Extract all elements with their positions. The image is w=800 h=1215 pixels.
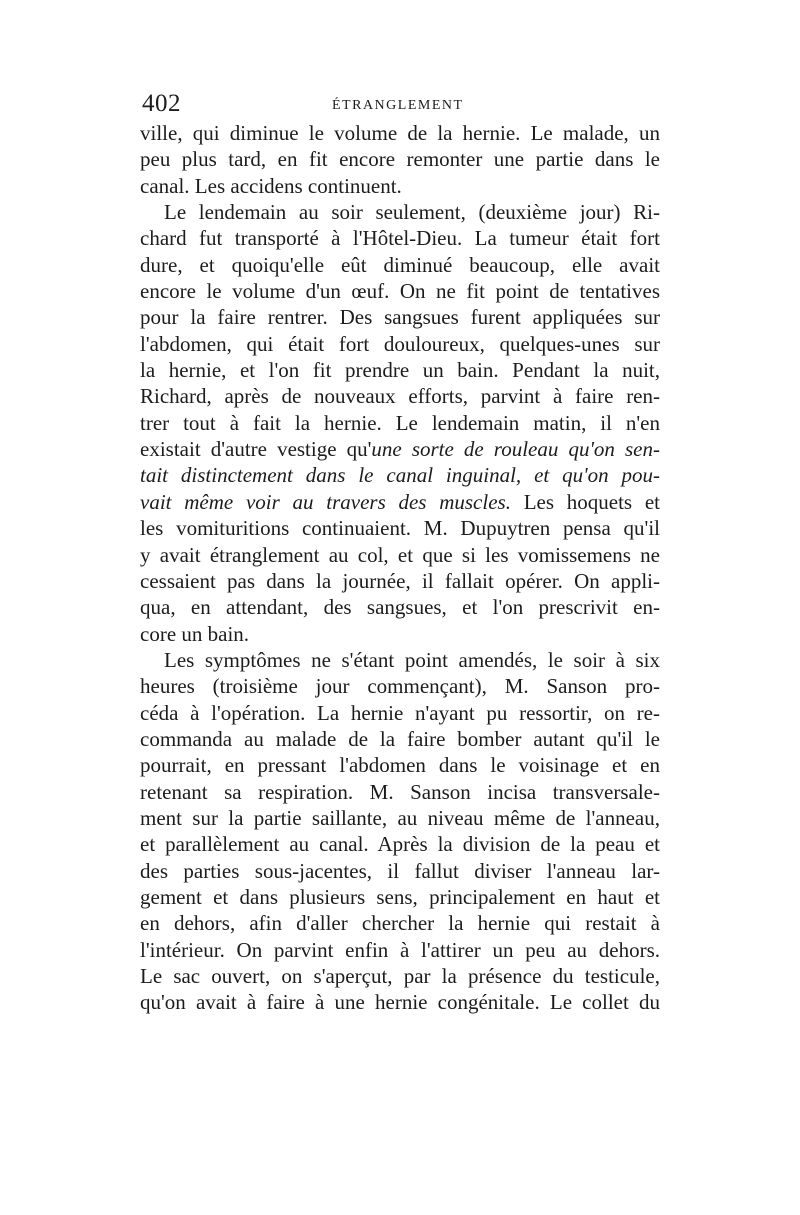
text-segment: commanda au malade de la faire bomber autant qu'il le	[140, 726, 660, 751]
text-segment: Les symptômes ne s'étant point amendés, le soir à six	[164, 647, 660, 672]
text-line	[140, 779, 660, 805]
text-segment: chard fut transporté à l'Hôtel-Dieu. La tumeur était fort	[140, 226, 660, 251]
text-line	[140, 436, 660, 462]
text-segment: et parallèlement au canal. Après la division de la peau et	[140, 832, 660, 857]
text-segment: qu'on avait à faire à une hernie congénitale. Le collet du	[140, 990, 660, 1015]
text-line	[140, 989, 660, 1015]
text-segment: cessaient pas dans la journée, il fallait opérer. On appli-	[140, 568, 660, 593]
text-segment: Le sac ouvert, on s'aperçut, par la présence du testicule,	[140, 964, 660, 988]
text-segment: gement et dans plusieurs sens, principalement en haut et	[140, 884, 660, 909]
text-line	[140, 805, 660, 831]
text-line	[140, 831, 660, 857]
text-line	[140, 884, 660, 910]
text-line	[140, 752, 660, 778]
text-line	[140, 331, 660, 357]
text-line	[140, 120, 660, 146]
text-line	[140, 173, 660, 199]
text-segment: retenant sa respiration. M. Sanson incisa transversale-	[140, 779, 660, 804]
text-segment: encore le volume d'un œuf. On ne fit point de tentatives	[140, 279, 660, 304]
text-segment: pour la faire rentrer. Des sangsues furent appliquées sur	[140, 305, 660, 330]
text-line	[140, 304, 660, 330]
italic-text-segment: vait même voir au travers des muscles.	[140, 489, 511, 514]
text-segment: la hernie, et l'on fit prendre un bain. Pendant la nuit,	[140, 358, 660, 383]
text-segment: Les hoquets et	[510, 489, 660, 514]
text-line	[140, 383, 660, 409]
text-segment: canal. Les accidens continuent.	[140, 173, 402, 198]
text-line	[140, 515, 660, 541]
text-line	[140, 910, 660, 936]
text-line	[140, 146, 660, 172]
text-segment: pourrait, en pressant l'abdomen dans le voisinage et en	[140, 753, 660, 778]
text-segment: Richard, après de nouveaux efforts, parvint à faire ren-	[140, 384, 660, 409]
text-line	[140, 568, 660, 594]
text-segment: y avait étranglement au col, et que si les vomissemens ne	[140, 542, 660, 567]
text-segment: des parties sous-jacentes, il fallut diviser l'anneau lar-	[140, 858, 660, 883]
text-segment: céda à l'opération. La hernie n'ayant pu ressortir, on re-	[140, 700, 660, 725]
text-segment: existait d'autre vestige qu'	[140, 437, 372, 462]
text-line	[140, 673, 660, 699]
text-line	[140, 278, 660, 304]
text-segment: en dehors, afin d'aller chercher la hernie qui restait à	[140, 911, 660, 936]
text-segment: trer tout à fait la hernie. Le lendemain matin, il n'en	[140, 410, 660, 435]
text-segment: core un bain.	[140, 621, 250, 646]
text-line	[140, 621, 660, 647]
text-line	[140, 594, 660, 620]
text-line	[140, 252, 660, 278]
running-title: ÉTRANGLEMENT	[332, 98, 464, 113]
text-line	[140, 647, 660, 673]
text-segment: heures (troisième jour commençant), M. Sanson pro-	[140, 674, 660, 699]
text-segment: qua, en attendant, des sangsues, et l'on prescrivit en-	[140, 595, 660, 620]
text-segment: les vomituritions continuaient. M. Dupuytren pensa qu'il	[140, 516, 660, 541]
text-line	[140, 542, 660, 568]
italic-text-segment: tait distinctement dans le canal inguinal, et qu'on pou-	[140, 463, 660, 488]
text-segment: Le lendemain au soir seulement, (deuxième jour) Ri-	[164, 200, 660, 225]
text-line	[140, 357, 660, 383]
page-number: 402	[142, 90, 181, 117]
text-line	[140, 410, 660, 436]
text-segment: ville, qui diminue le volume de la hernie. Le malade, un	[140, 121, 660, 145]
text-segment: l'abdomen, qui était fort douloureux, quelques-unes sur	[140, 331, 660, 356]
text-line	[140, 963, 660, 989]
text-line	[140, 462, 660, 488]
text-segment: dure, et quoiqu'elle eût diminué beaucoup, elle avait	[140, 252, 660, 277]
italic-text-segment: une sorte de rouleau qu'on sen-	[371, 437, 660, 462]
text-segment: ment sur la partie saillante, au niveau même de l'anneau,	[140, 805, 660, 830]
body-text	[140, 120, 660, 1016]
text-segment: l'intérieur. On parvint enfin à l'attirer un peu au dehors.	[140, 937, 660, 962]
text-line	[140, 700, 660, 726]
text-line	[140, 858, 660, 884]
text-line	[140, 726, 660, 752]
text-segment: peu plus tard, en fit encore remonter une partie dans le	[140, 147, 660, 172]
text-line	[140, 489, 660, 515]
text-line	[140, 225, 660, 251]
text-line	[140, 937, 660, 963]
text-line	[140, 199, 660, 225]
